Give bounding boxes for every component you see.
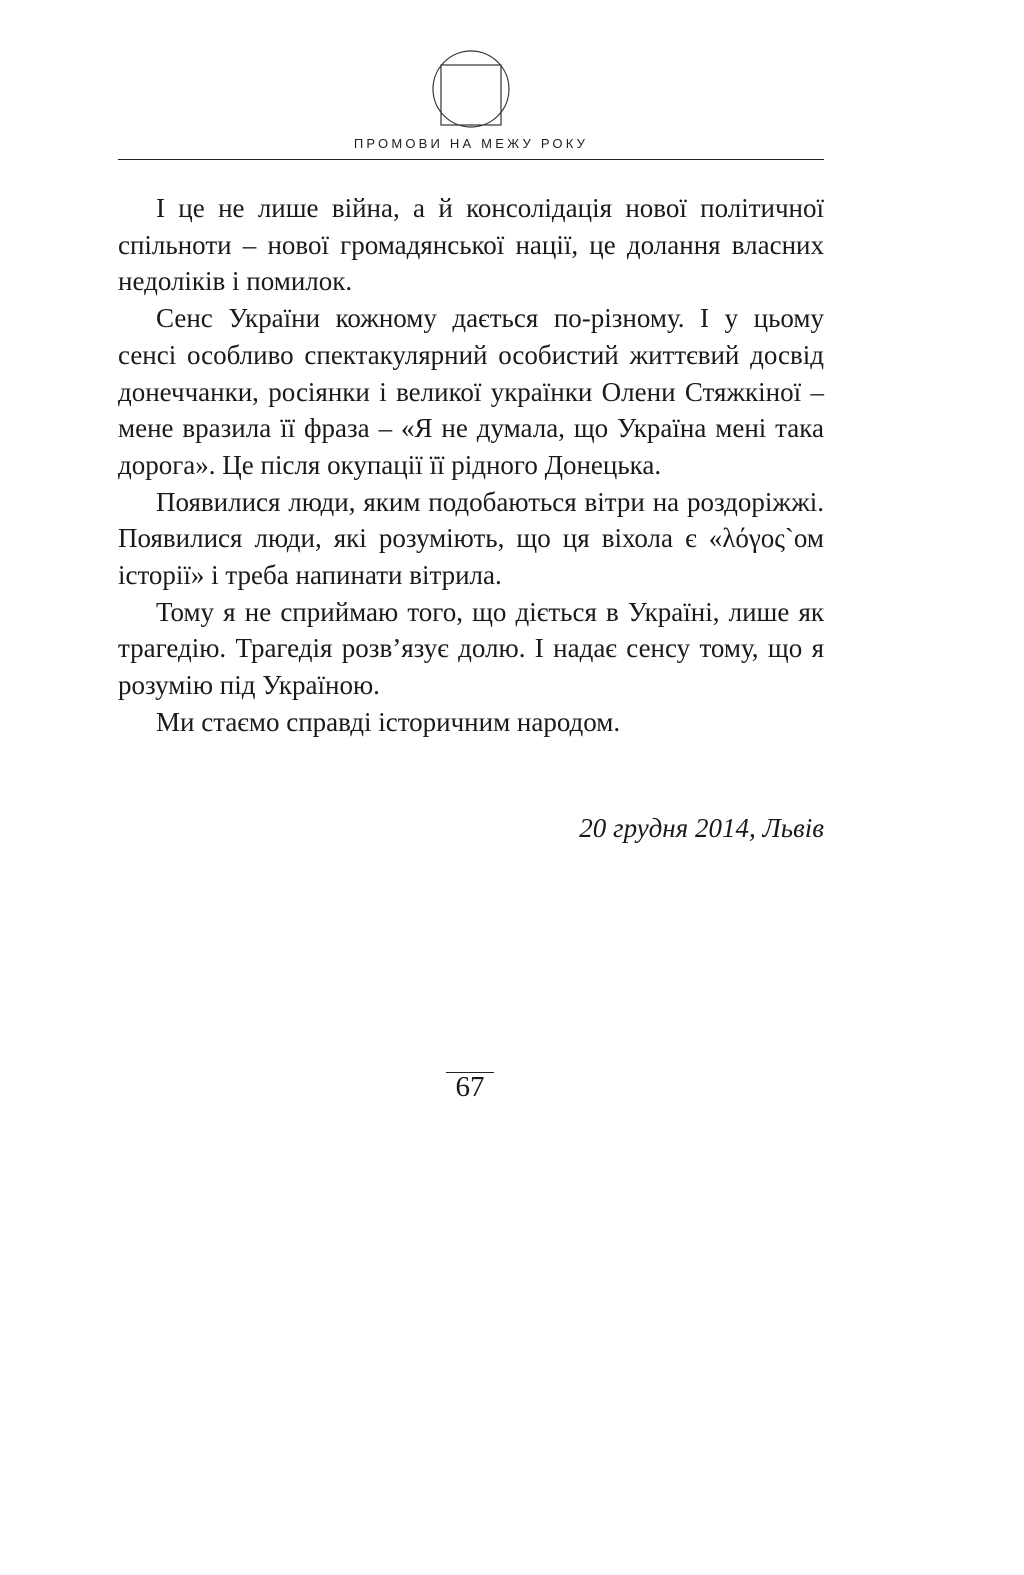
main-text — [118, 190, 824, 741]
header-divider — [118, 159, 824, 160]
paragraph-3: Появилися люди, яким подобаються вітри на роздоріжжі. Появилися люди, які розуміють, що ця віхола є «λόγος`ом історії» і треба напинати вітрила. — [118, 486, 824, 591]
paragraph-1: І це не лише війна, а й консолідація нової політичної спільноти – нової громадянської нації, це долання власних недоліків і помилок. — [118, 193, 824, 297]
circle-square-emblem-icon — [431, 49, 511, 129]
paragraph-2: Сенс України кожному дається по-різному. І у цьому сенсі особливо спектакулярний особистий життєвий досвід донеччанки, росіянки і великої українки Олени Стяжкіної – мене вразила її фраза – «Я не думала, що Україна мені така дорога». Це після окупації її рідного Донецька. — [118, 303, 824, 480]
paragraph-5: Ми стаємо справді історичним народом. — [156, 706, 621, 737]
running-header-title: ПРОМОВИ НА МЕЖУ РОКУ — [353, 136, 589, 151]
paragraph-4: Тому я не сприймаю того, що діється в Україні, лише як трагедію. Трагедія розв’язує долю. І надає сенсу тому, що я розумію під Україною. — [118, 596, 824, 701]
page-number: 67 — [455, 1071, 485, 1103]
date-place-signature: 20 грудня 2014, Львів — [579, 813, 824, 843]
